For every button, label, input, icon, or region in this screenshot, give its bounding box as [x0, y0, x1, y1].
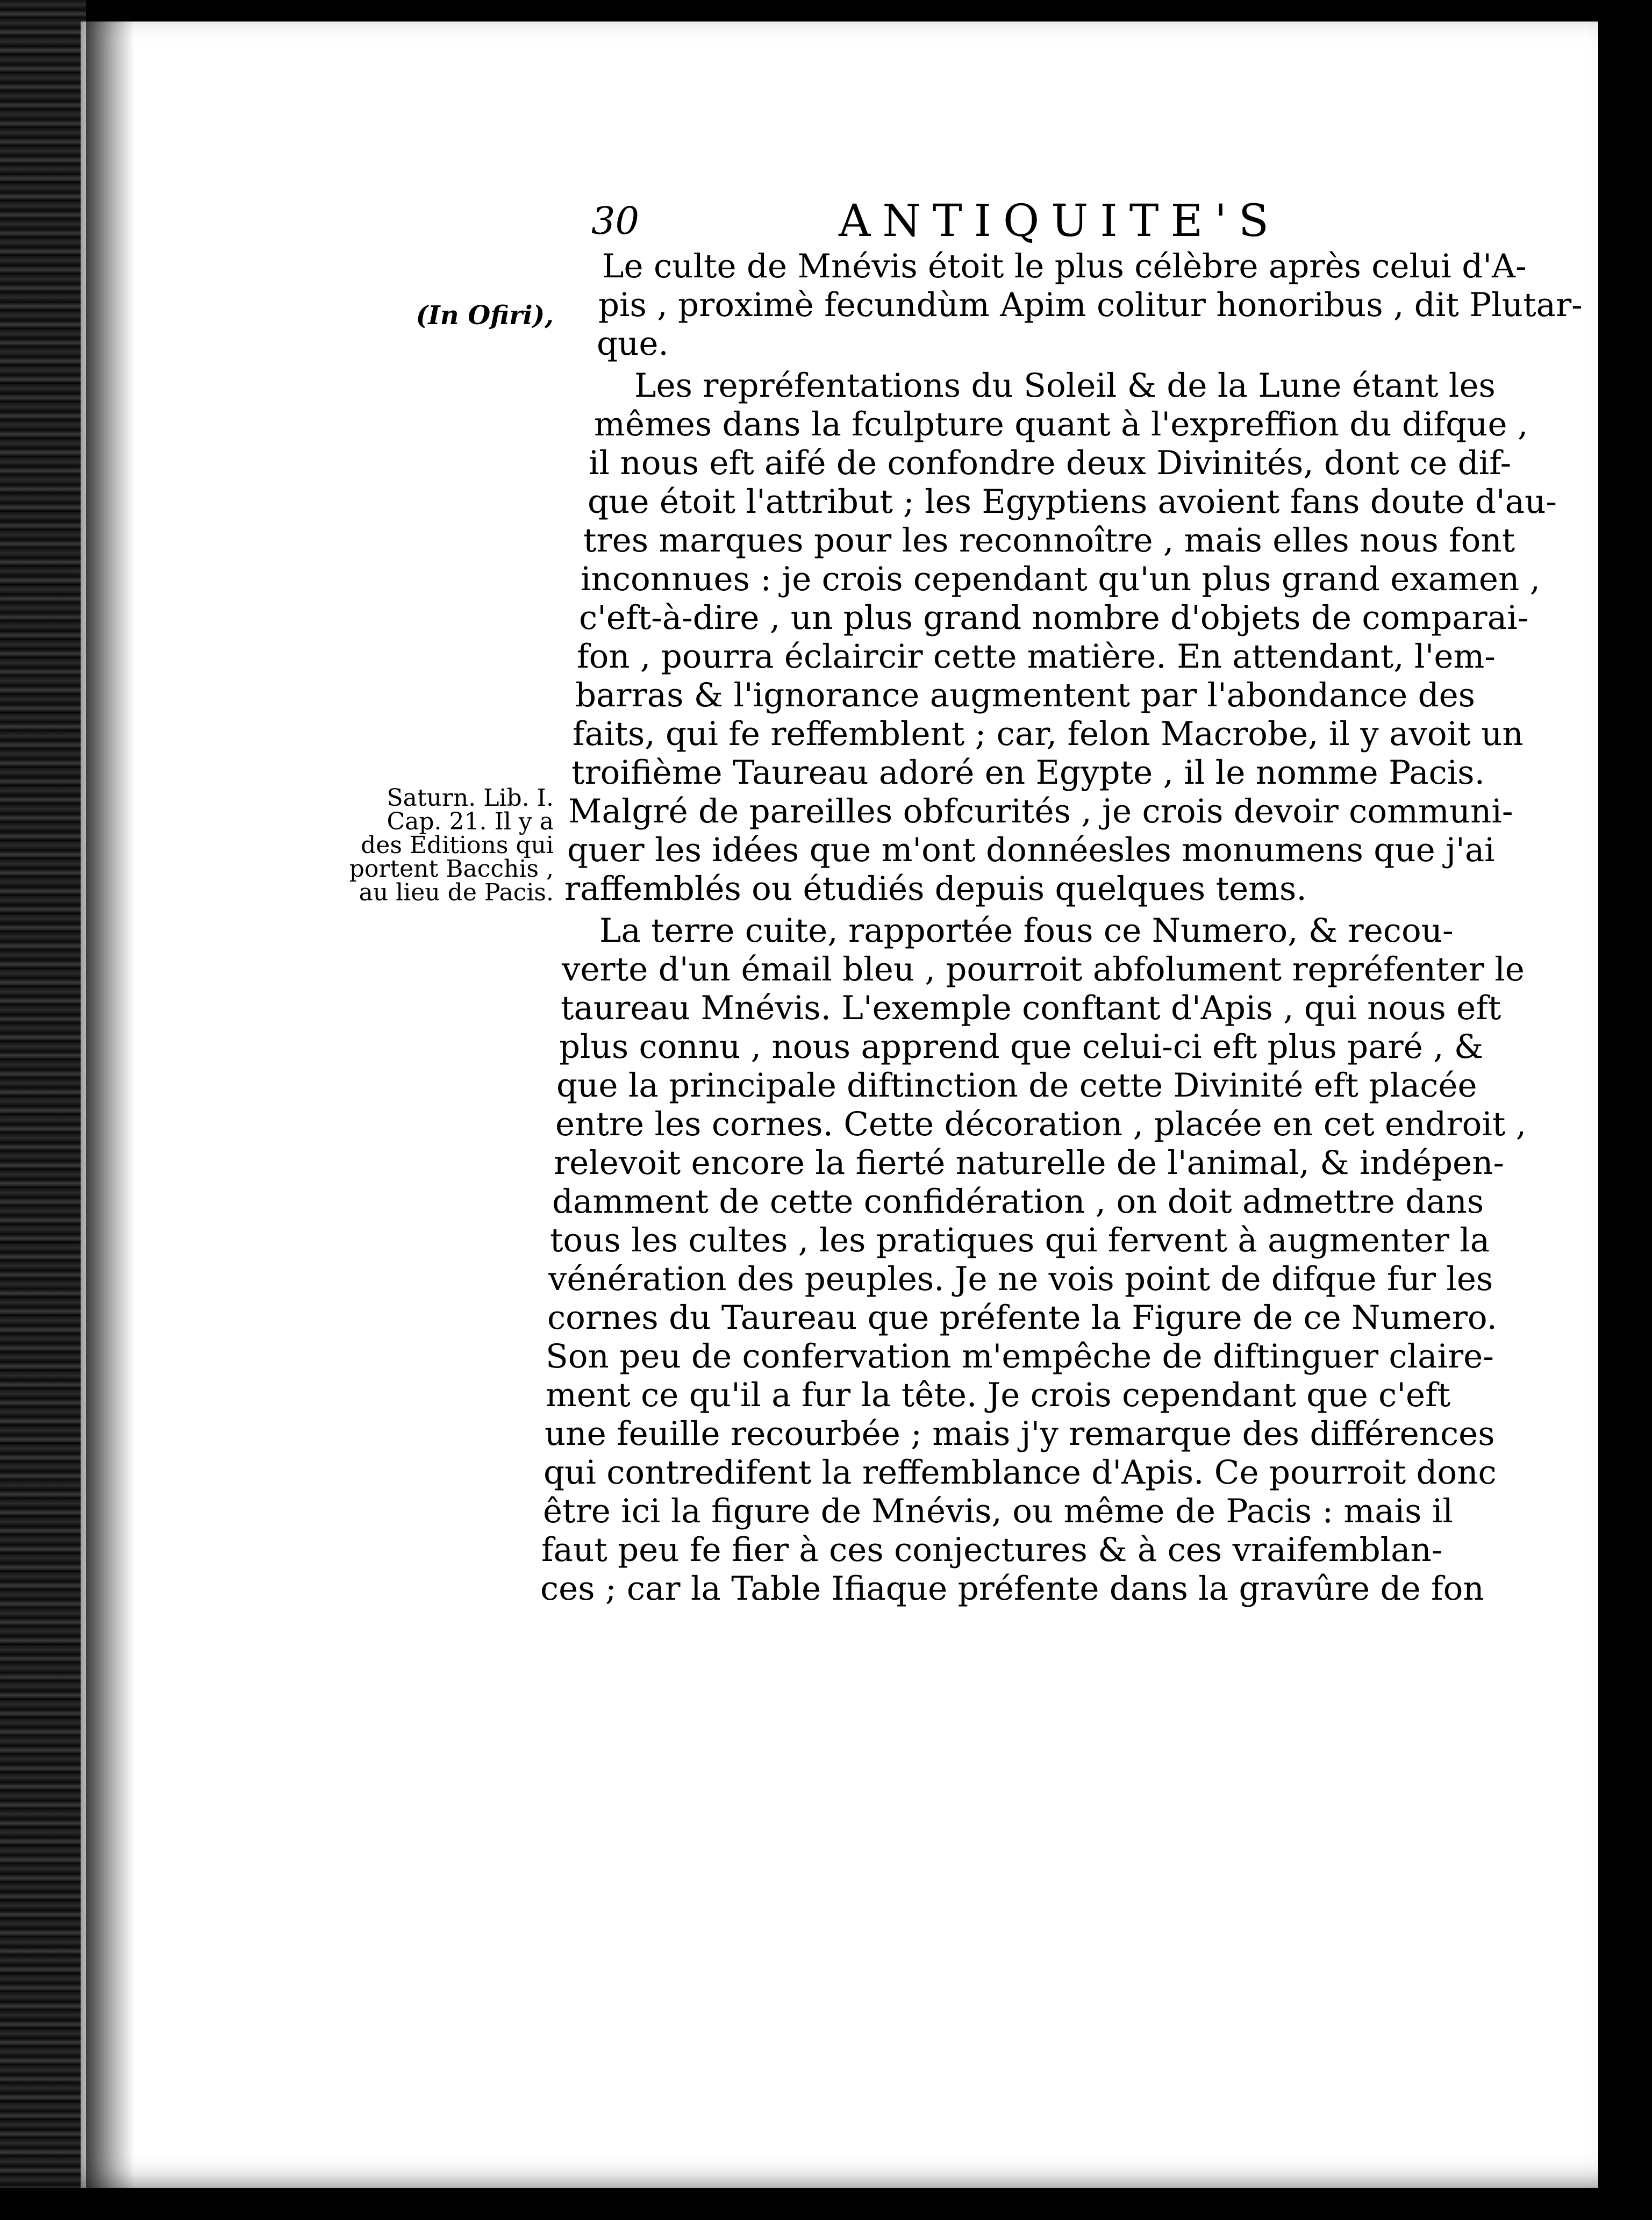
text-line: mêmes dans la fculpture quant à l'expreffion du difque , [594, 405, 1528, 443]
right-scan-border [1598, 0, 1652, 2220]
text-line: faits, qui fe reffemblent ; car, felon Macrobe, il y avoit un [573, 715, 1524, 753]
text-line: taureau Mnévis. L'exemple conftant d'Apis , qui nous eft [561, 989, 1501, 1027]
text-line: Malgré de pareilles obfcurités , je crois devoir communi- [568, 792, 1513, 830]
margin-note-line: portent Bacchis , [349, 855, 554, 883]
text-line: Le culte de Mnévis étoit le plus célèbre après celui d'A- [602, 247, 1527, 285]
text-line: verte d'un émail bleu , pourroit abfolument repréfenter le [562, 950, 1525, 989]
text-line: ment ce qu'il a fur la tête. Je crois cependant que c'eft [546, 1376, 1451, 1414]
text-line: La terre cuite, rapportée fous ce Numero, & recou- [599, 912, 1454, 950]
text-line: que étoit l'attribut ; les Egyptiens avoient fans doute d'au- [588, 483, 1557, 521]
text-line: troifième Taureau adoré en Egypte , il le nomme Pacis. [571, 754, 1485, 792]
margin-note-line: des Editions qui [361, 832, 554, 859]
text-line: cornes du Taureau que préfente la Figure de ce Numero. [547, 1299, 1497, 1337]
margin-note-line: Saturn. Lib. I. [387, 784, 554, 812]
text-line: c'eft-à-dire , un plus grand nombre d'objets de comparai- [579, 599, 1529, 637]
margin-note-citation: (In Ofiri), [416, 300, 554, 331]
running-head: ANTIQUITE'S [839, 196, 1281, 247]
text-line: qui contredifent la reffemblance d'Apis. Ce pourroit donc [543, 1453, 1497, 1492]
text-line: que la principale diftinction de cette Divinité eft placée [556, 1066, 1477, 1105]
text-line: quer les idées que m'ont donnéesles monumens que j'ai [567, 831, 1495, 869]
text-line: entre les cornes. Cette décoration , placée en cet endroit , [555, 1105, 1527, 1143]
text-line: que. [597, 325, 669, 363]
text-line: raffemblés ou étudiés depuis quelques tems. [564, 870, 1307, 908]
margin-note-line: Cap. 21. Il y a [387, 808, 554, 835]
text-line: relevoit encore la fierté naturelle de l'animal, & indépen- [554, 1144, 1504, 1182]
text-line: pis , proximè fecundùm Apim colitur honoribus , dit Plutar- [598, 286, 1583, 324]
text-line: tous les cultes , les pratiques qui fervent à augmenter la [550, 1221, 1490, 1259]
text-line: damment de cette confidération , on doit admettre dans [552, 1183, 1484, 1221]
text-line: ces ; car la Table Ifiaque préfente dans la gravûre de fon [540, 1570, 1484, 1608]
text-line: plus connu , nous apprend que celui-ci eft plus paré , & [559, 1028, 1484, 1066]
text-line: inconnues : je crois cependant qu'un plus grand examen , [581, 560, 1541, 598]
bottom-scan-border [0, 2188, 1652, 2220]
margin-note-line: au lieu de Pacis. [359, 879, 554, 906]
text-line: il nous eft aifé de confondre deux Divinités, dont ce dif- [589, 444, 1512, 482]
text-line: fon , pourra éclaircir cette matière. En attendant, l'em- [577, 638, 1496, 676]
text-line: Son peu de confervation m'empêche de diftinguer claire- [546, 1337, 1494, 1376]
text-line: vénération des peuples. Je ne vois point de difque fur les [548, 1260, 1493, 1298]
text-line: tres marques pour les reconnoître , mais elles nous font [583, 521, 1515, 560]
text-line: Les repréfentations du Soleil & de la Lune étant les [634, 367, 1496, 405]
text-line: une feuille recourbée ; mais j'y remarque des différences [545, 1415, 1495, 1453]
text-line: barras & l'ignorance augmentent par l'abondance des [575, 676, 1476, 714]
text-line: être ici la figure de Mnévis, ou même de Pacis : mais il [543, 1492, 1453, 1530]
page-number: 30 [591, 199, 640, 243]
gutter-shadow [86, 0, 134, 2220]
text-line: faut peu fe fier à ces conjectures & à ces vraifemblan- [541, 1531, 1443, 1569]
book-spine-edge [0, 0, 86, 2220]
